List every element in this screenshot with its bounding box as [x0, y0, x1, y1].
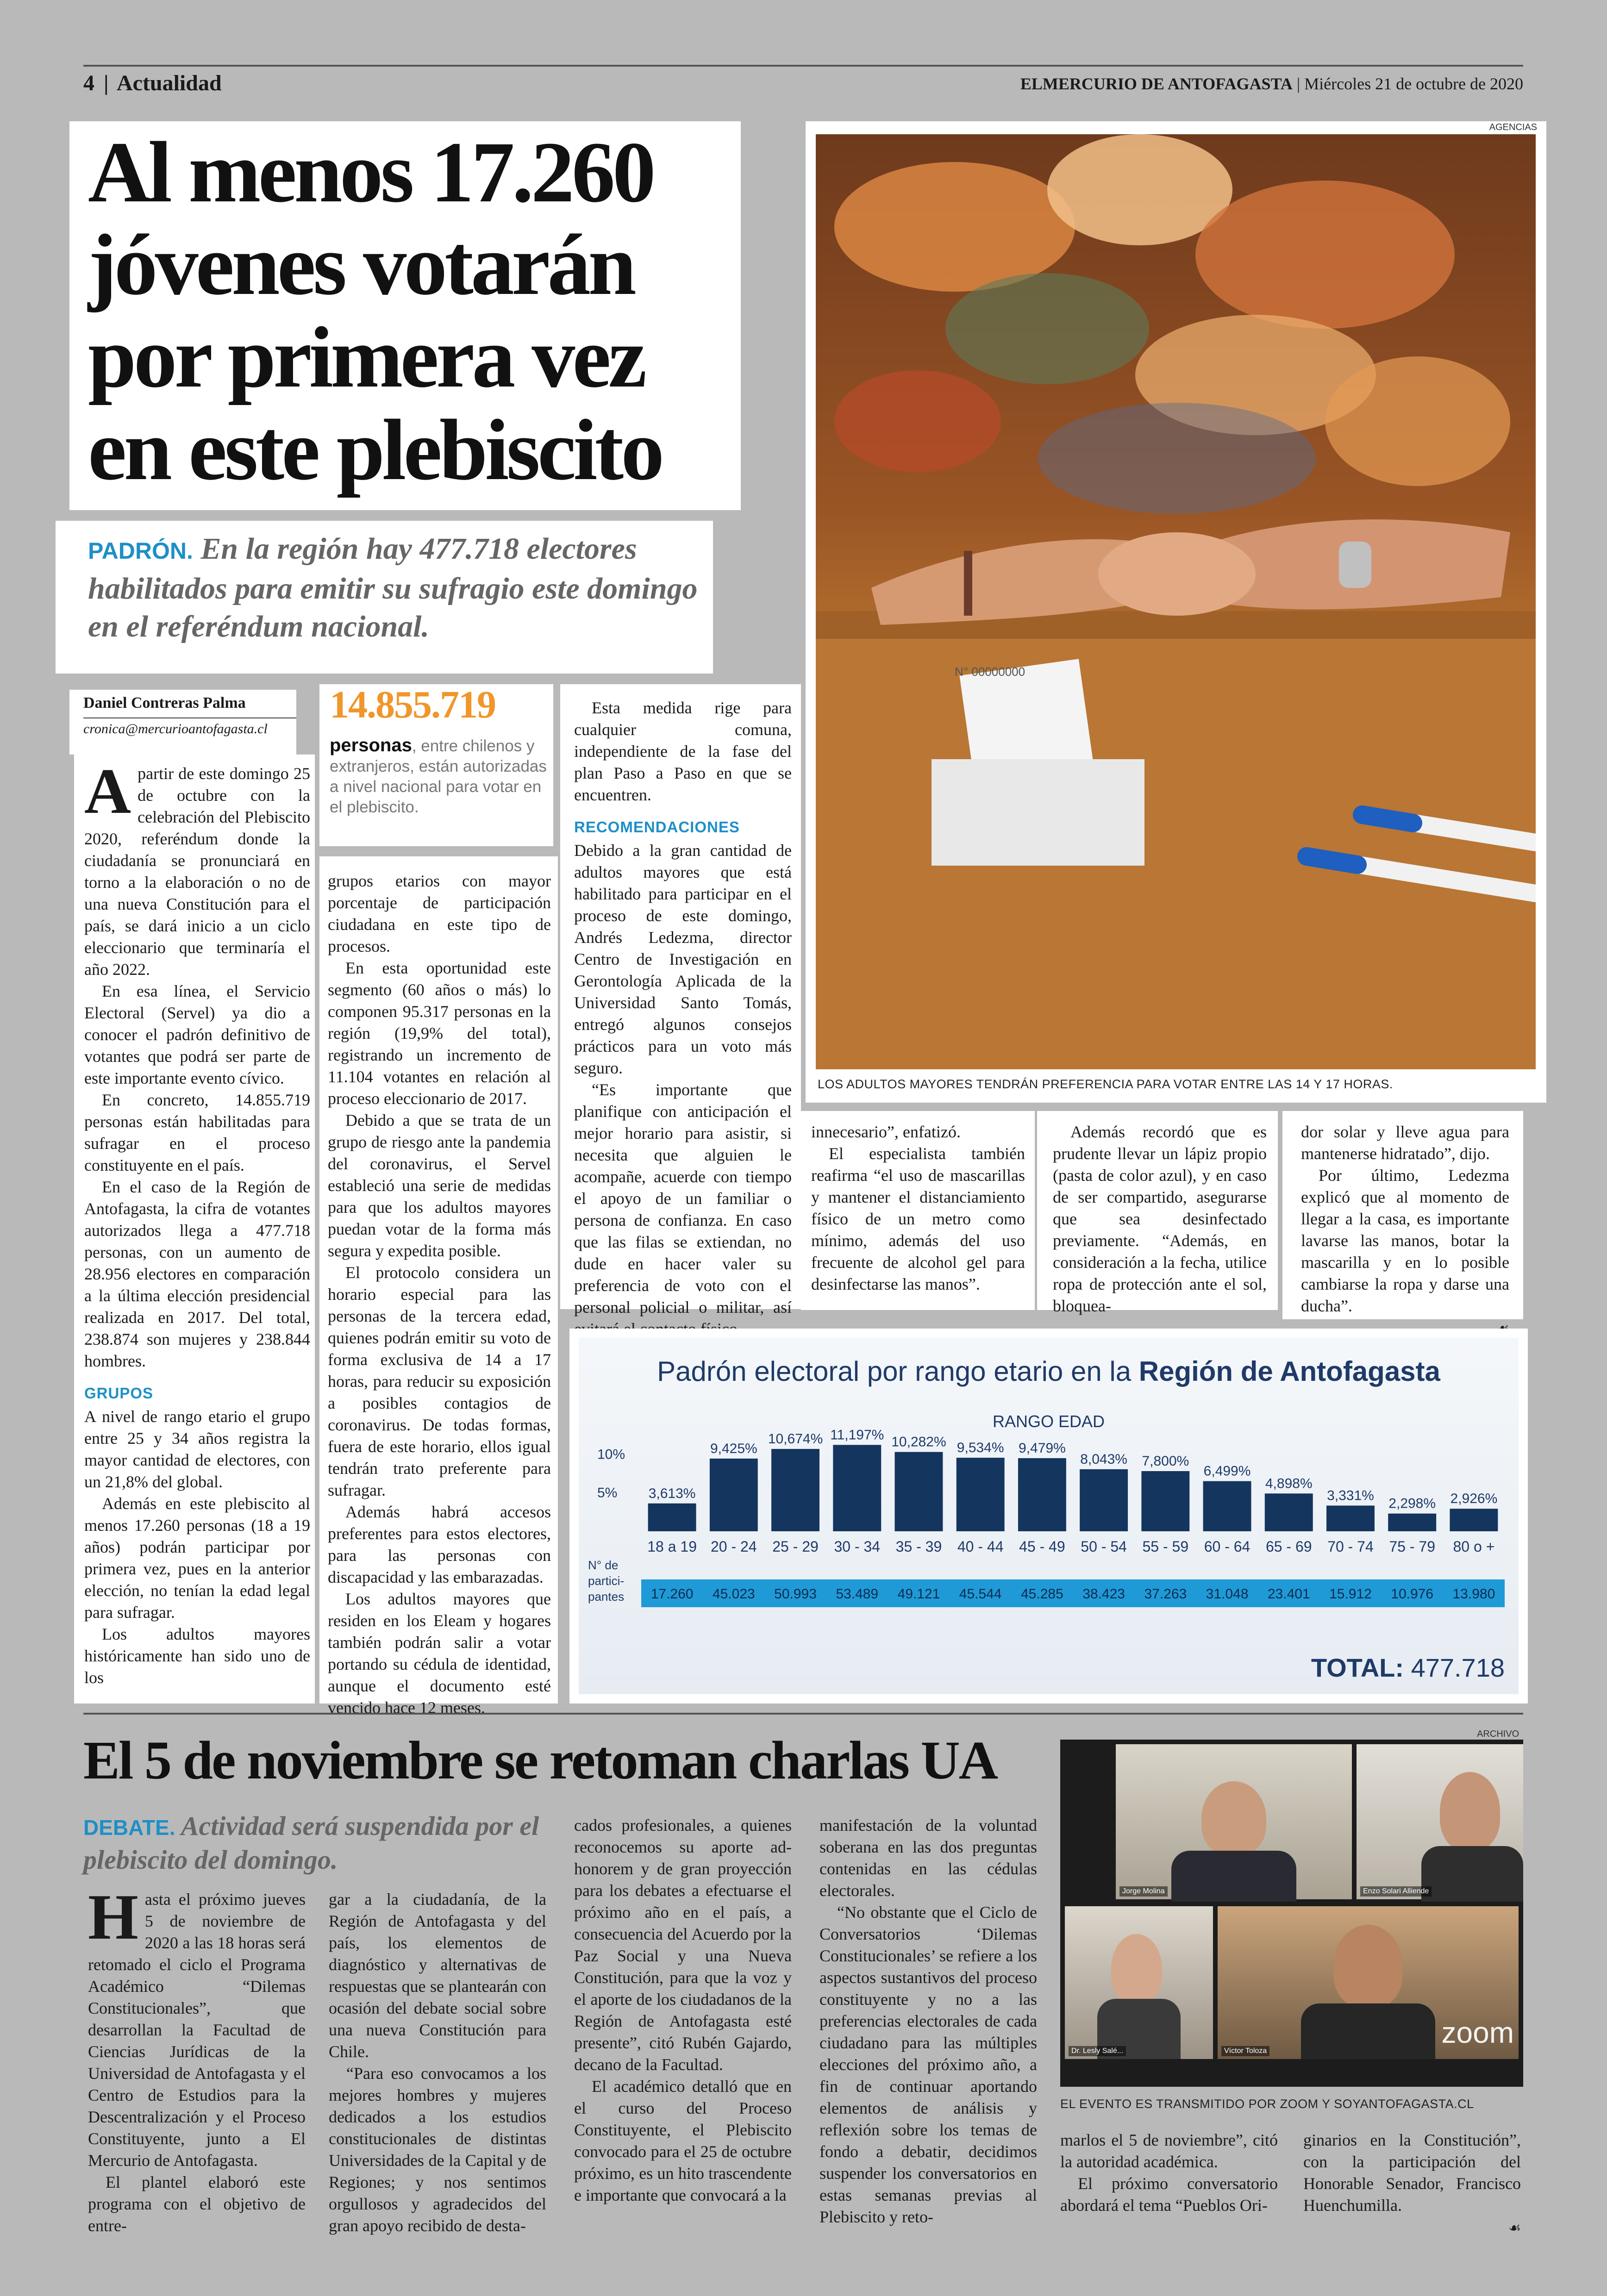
participants-value: 31.048	[1206, 1586, 1249, 1602]
second-column-5: marlos el 5 de noviembre”, citó la autoridad académica. El próximo conversatorio abordará el tema “Pueblos Ori-	[1060, 2131, 1278, 2215]
deck-box	[56, 521, 713, 674]
author-email: cronica@mercurioantofagasta.cl	[83, 721, 268, 736]
category-label: 45 - 49	[1019, 1538, 1065, 1555]
section-name: Actualidad	[116, 71, 222, 95]
participants-value: 45.023	[712, 1586, 755, 1602]
participants-value: 49.121	[897, 1586, 940, 1602]
zoom-screenshot	[1060, 1740, 1523, 2087]
chart-bar	[895, 1452, 943, 1531]
chart-bar	[833, 1445, 881, 1531]
chart-frame	[569, 1329, 1528, 1703]
section-divider	[83, 1713, 1523, 1715]
participants-value: 53.489	[836, 1586, 879, 1602]
subhead-grupos: GRUPOS	[84, 1385, 154, 1402]
second-end-mark: ☙	[1508, 2220, 1521, 2236]
bar-percent-label: 9,534%	[957, 1440, 1004, 1456]
bar-percent-label: 7,800%	[1142, 1454, 1189, 1469]
category-label: 18 a 19	[647, 1538, 697, 1555]
participant-face	[1111, 1934, 1162, 2003]
bar-percent-label: 9,479%	[1019, 1441, 1066, 1456]
participants-value: 13.980	[1452, 1586, 1495, 1602]
participant-body	[1301, 2003, 1435, 2059]
category-label: 60 - 64	[1204, 1538, 1251, 1555]
chart-bar	[710, 1459, 758, 1531]
author-name: Daniel Contreras Palma	[83, 694, 246, 711]
article-column-2: grupos etarios con mayor porcentaje de participación ciudadana en este tipo de procesos. En esta oportunidad este segmento (60 años o más) lo componen 95.317 personas en la región (19,9% del total), registrando un incremento de 11.104 votantes en relación al proceso eleccionario de 2017. Debido a que se trata de un grupo de riesgo ante la pandemia del coronavirus, el Servel estableció una serie de medidas para que los adultos mayores puedan votar de la forma más segura y expedita posible. El protocolo considera un horario especial para las personas de la tercera edad, quienes podrán emitir su voto de forma exclusiva de 14 a 17 horas, para reducir su exposición a posibles contagios de coronavirus. De todas formas, fuera de este horario, ellos igual tendrán trato preferente para sufragar. Además habrá accesos preferentes para estos electores, para las personas con discapacidad y las embarazadas. Los adultos mayores que residen en los Eleam y hogares también podrán salir a votar portando su cédula de identidad, aunque el documento esté vencido hace 12 meses.	[319, 856, 558, 1703]
bar-chart	[579, 1338, 1519, 1694]
zoom-logo: zoom	[1441, 2016, 1514, 2049]
highlight-box	[319, 684, 553, 846]
chart-title: Padrón electoral por rango etario en la Región de Antofagasta	[657, 1356, 1440, 1387]
zoom-name-3: Dr. Lesly Salé...	[1069, 2046, 1126, 2056]
category-label: 50 - 54	[1081, 1538, 1127, 1555]
y-tick-label: 10%	[597, 1447, 625, 1462]
participant-body	[1171, 1851, 1296, 1902]
photo-credit: AGENCIAS	[1489, 122, 1537, 132]
issue-date: Miércoles 21 de octubre de 2020	[1304, 75, 1523, 93]
category-label: 30 - 34	[834, 1538, 881, 1555]
chart-bar	[1018, 1458, 1066, 1531]
highlight-number: 14.855.719	[330, 683, 495, 726]
masthead: ELMERCURIO DE ANTOFAGASTA	[1020, 75, 1293, 93]
participant-face	[1201, 1781, 1266, 1855]
second-photo-credit: ARCHIVO	[1477, 1729, 1519, 1739]
second-headline: El 5 de noviembre se retoman charlas UA	[83, 1730, 997, 1791]
participants-strip	[641, 1579, 1505, 1607]
chart-total: TOTAL: 477.718	[1311, 1653, 1505, 1682]
bar-percent-label: 2,926%	[1450, 1491, 1498, 1507]
zoom-tile-enzo	[1357, 1744, 1523, 1899]
participants-label: partici-	[588, 1574, 625, 1588]
second-column-1: Hasta el próximo jueves 5 de noviembre de 2020 a las 18 horas será retomado el ciclo el Programa Académico “Dilemas Constitucionales”, que desarrollan la Facultad de Ciencias Jurídicas de la Universidad de Antofagasta y el Centro de Estudios para la Descentralización y el Proceso Constituyente, junto a El Mercurio de Antofagasta. El plantel elaboró este programa con el objetivo de entre-	[88, 1881, 306, 2235]
chart-bar	[771, 1449, 819, 1531]
bar-percent-label: 10,674%	[768, 1431, 823, 1447]
zoom-photo-caption: EL EVENTO ES TRANSMITIDO POR ZOOM Y SOYANTOFAGASTA.CL	[1060, 2097, 1474, 2111]
subhead-recomendaciones: RECOMENDACIONES	[574, 818, 740, 836]
zoom-name-4: Víctor Toloza	[1221, 2046, 1269, 2056]
participants-value: 50.993	[774, 1586, 817, 1602]
participants-value: 37.263	[1144, 1586, 1187, 1602]
participants-label: N° de	[588, 1558, 619, 1572]
bar-percent-label: 2,298%	[1388, 1496, 1436, 1511]
article-column-4: innecesario”, enfatizó. El especialista también reafirma “el uso de mascarillas y mantener el distanciamiento físico de un metro como mínimo, además del uso frecuente de alcohol gel para desinfectarse las manos”.	[801, 1111, 1035, 1310]
y-tick-label: 5%	[597, 1485, 618, 1501]
participants-value: 15.912	[1329, 1586, 1372, 1602]
photo-illustration	[816, 134, 1536, 1069]
ballot-label: N° 00000000	[955, 665, 1025, 679]
chart-bar	[648, 1504, 696, 1531]
participant-face	[1440, 1772, 1500, 1851]
bar-percent-label: 8,043%	[1080, 1451, 1127, 1467]
article-column-1: Apartir de este domingo 25 de octubre con la celebración del Plebiscito 2020, referéndum donde la ciudadanía se pronunciará en torno a la elaboración o no de una nueva Constitución para el país, se dará inicio a un ciclo eleccionario que terminaría el año 2022. En esa línea, el Servicio Electoral (Servel) ya dio a conocer el padrón definitivo de votantes que podrá ser parte de este importante evento cívico. En concreto, 14.855.719 personas están habilitadas para sufragar en el proceso constituyente en el país. En el caso de la Región de Antofagasta, la cifra de votantes autorizados llega a 477.718 personas, con un aumento de 28.956 electores en comparación a la última elección presidencial realizada en 2017. Del total, 238.874 son mujeres y 238.844 hombres. GRUPOS A nivel de rango etario el grupo entre 25 y 34 años registra la mayor cantidad de electores, con un 21,8% del global. Además en este plebiscito al menos 17.260 personas (18 a 19 años) podrán participar por primera vez, pues en la anterior elección, no tenían la edad legal para sufragar. Los adultos mayores históricamente han sido uno de los	[74, 755, 315, 1703]
zoom-name-2: Enzo Solari Alliende	[1360, 1886, 1432, 1897]
category-label: 70 - 74	[1327, 1538, 1374, 1555]
participants-value: 38.423	[1082, 1586, 1125, 1602]
bar-percent-label: 11,197%	[830, 1427, 884, 1443]
article-column-5: Además recordó que es prudente llevar un lápiz propio (pasta de color azul), y en caso de ser compartido, asegurarse que sea desinfectado previamente. “Además, en consideración a la fecha, utilice ropa de protección ante el sol, bloquea-	[1037, 1111, 1278, 1310]
second-column-6: ginarios en la Constitución”, con la participación del Honorable Senador, Francisco Huenchumilla. ☙	[1303, 2131, 1521, 2236]
chart-bar	[1203, 1481, 1251, 1531]
main-photo-caption: LOS ADULTOS MAYORES TENDRÁN PREFERENCIA PARA VOTAR ENTRE LAS 14 Y 17 HORAS.	[818, 1077, 1393, 1091]
headline-box	[69, 121, 741, 510]
chart-xlabel: RANGO EDAD	[992, 1412, 1105, 1431]
drop-cap: A	[84, 755, 131, 827]
bar-percent-label: 6,499%	[1203, 1463, 1251, 1479]
chart-bar	[1326, 1505, 1375, 1531]
category-label: 20 - 24	[711, 1538, 757, 1555]
bar-percent-label: 3,331%	[1327, 1488, 1374, 1504]
page-number: 4	[83, 71, 94, 95]
participants-value: 45.544	[959, 1586, 1002, 1602]
category-label: 35 - 39	[895, 1538, 942, 1555]
byline-box	[69, 690, 296, 755]
chart-panel	[579, 1338, 1519, 1694]
participants-value: 23.401	[1267, 1586, 1310, 1602]
deck-kicker: PADRÓN.	[88, 538, 193, 564]
participant-face	[1333, 1925, 1403, 2008]
main-headline: Al menos 17.260 jóvenes votarán por primera vez en este plebiscito	[88, 124, 662, 498]
category-label: 75 - 79	[1389, 1538, 1435, 1555]
zoom-tile-victor	[1218, 1906, 1519, 2059]
second-column-3: cados profesionales, a quienes reconocemos su aporte ad-honorem y de gran proyección para los debates a efectuarse el próximo año en el país, a consecuencia del Acuerdo por la Paz Social y una Nueva Constitución, para que la voz y el aporte de los ciudadanos de la Región de Antofagasta esté presente”, citó Rubén Gajardo, decano de la Facultad. El académico detalló que en el curso del Proceso Constituyente, el Plebiscito convocado para el 25 de octubre próximo, es un hito trascendente e importante que convocará a la	[574, 1816, 792, 2204]
category-label: 80 o +	[1453, 1538, 1495, 1555]
chart-bar	[1141, 1471, 1189, 1531]
bar-percent-label: 4,898%	[1265, 1476, 1313, 1491]
participants-value: 10.976	[1391, 1586, 1434, 1602]
bar-percent-label: 3,613%	[648, 1485, 696, 1501]
article-column-6: dor solar y lleve agua para mantenerse hidratado”, dijo. Por último, Ledezma explicó que al momento de llegar a la casa, es importante lavarse las manos, botar la mascarilla y en lo posible cambiarse la ropa y darse una ducha”.	[1282, 1111, 1523, 1319]
second-deck-kicker: DEBATE.	[83, 1816, 175, 1840]
category-label: 65 - 69	[1265, 1538, 1312, 1555]
category-label: 40 - 44	[957, 1538, 1004, 1555]
participants-value: 17.260	[650, 1586, 694, 1602]
chart-bar	[1080, 1469, 1128, 1531]
zoom-tile-jorge	[1116, 1744, 1352, 1899]
second-drop-cap: H	[88, 1881, 138, 1953]
main-photo-frame	[806, 121, 1546, 1103]
zoom-name-1: Jorge Molina	[1119, 1886, 1168, 1897]
bar-percent-label: 9,425%	[710, 1441, 757, 1456]
chart-bar	[1265, 1493, 1313, 1531]
main-photo	[816, 134, 1536, 1069]
participants-value: 45.285	[1021, 1586, 1063, 1602]
category-label: 25 - 29	[772, 1538, 819, 1555]
zoom-tile-lesly	[1065, 1906, 1213, 2059]
chart-bar	[1450, 1509, 1498, 1531]
participant-body	[1421, 1846, 1523, 1902]
second-column-2: gar a la ciudadanía, de la Región de Antofagasta y del país, los elementos de diagnóstico y alternativas de respuestas que se plantearán con ocasión del debate social sobre una nueva Constitución para Chile. “Para eso convocamos a los mejores hombres y mujeres dedicados a los estudios constitucionales de distintas Universidades de la Capital y de Regiones; y nos sentimos orgullosos y agradecidos del gran apoyo recibido de desta-	[329, 1890, 546, 2235]
bar-percent-label: 10,282%	[891, 1434, 946, 1450]
deck: PADRÓN. En la región hay 477.718 electores habilitados para emitir su sufragio este domingo en el referéndum nacional.	[88, 532, 698, 643]
chart-bar	[1388, 1514, 1436, 1531]
chart-bar	[957, 1458, 1005, 1531]
participants-label: pantes	[588, 1590, 625, 1603]
category-label: 55 - 59	[1142, 1538, 1189, 1555]
article-column-3: Esta medida rige para cualquier comuna, independiente de la fase del plan Paso a Paso en que se encuentren. RECOMENDACIONES Debido a la gran cantidad de adultos mayores que está habilitado para participar en el proceso de este domingo, Andrés Ledezma, director Centro de Investigación en Gerontología Aplicada de la Universidad Santo Tomás, entregó algunos consejos prácticos para un voto más seguro. “Es importante que planifique con anticipación el mejor horario para asistir, si necesita que alguien le acompañe, acuerde con tiempo el apoyo de un familiar o persona de confianza. En caso que las filas se extiendan, no dude en hacer valer su preferencia de voto con el personal policial o militar, así	[560, 684, 801, 1309]
page-header: 4 | Actualidad ELMERCURIO DE ANTOFAGASTA | Miércoles 21 de octubre de 2020	[83, 65, 1523, 104]
second-deck: DEBATE. Actividad será suspendida por el plebiscito del domingo.	[83, 1811, 539, 1875]
highlight-text: personas, entre chilenos y extranjeros, están autorizadas a nivel nacional para votar en el plebiscito.	[330, 735, 547, 816]
second-column-4: manifestación de la voluntad soberana en las dos preguntas contenidas en las cédulas electorales. “No obstante que el Ciclo de Conversatorios ‘Dilemas Constitucionales’ se refiere a los aspectos sustantivos del proceso constituyente y no a las preferencias electorales de cada ciudadano para las múltiples elecciones del próximo año, a fin de continuar aportando elementos de análisis y reflexión sobre los temas de fondo a debatir, decidimos suspender los conversatorios en estas semanas previas al Plebiscito y reto-	[819, 1816, 1037, 2226]
